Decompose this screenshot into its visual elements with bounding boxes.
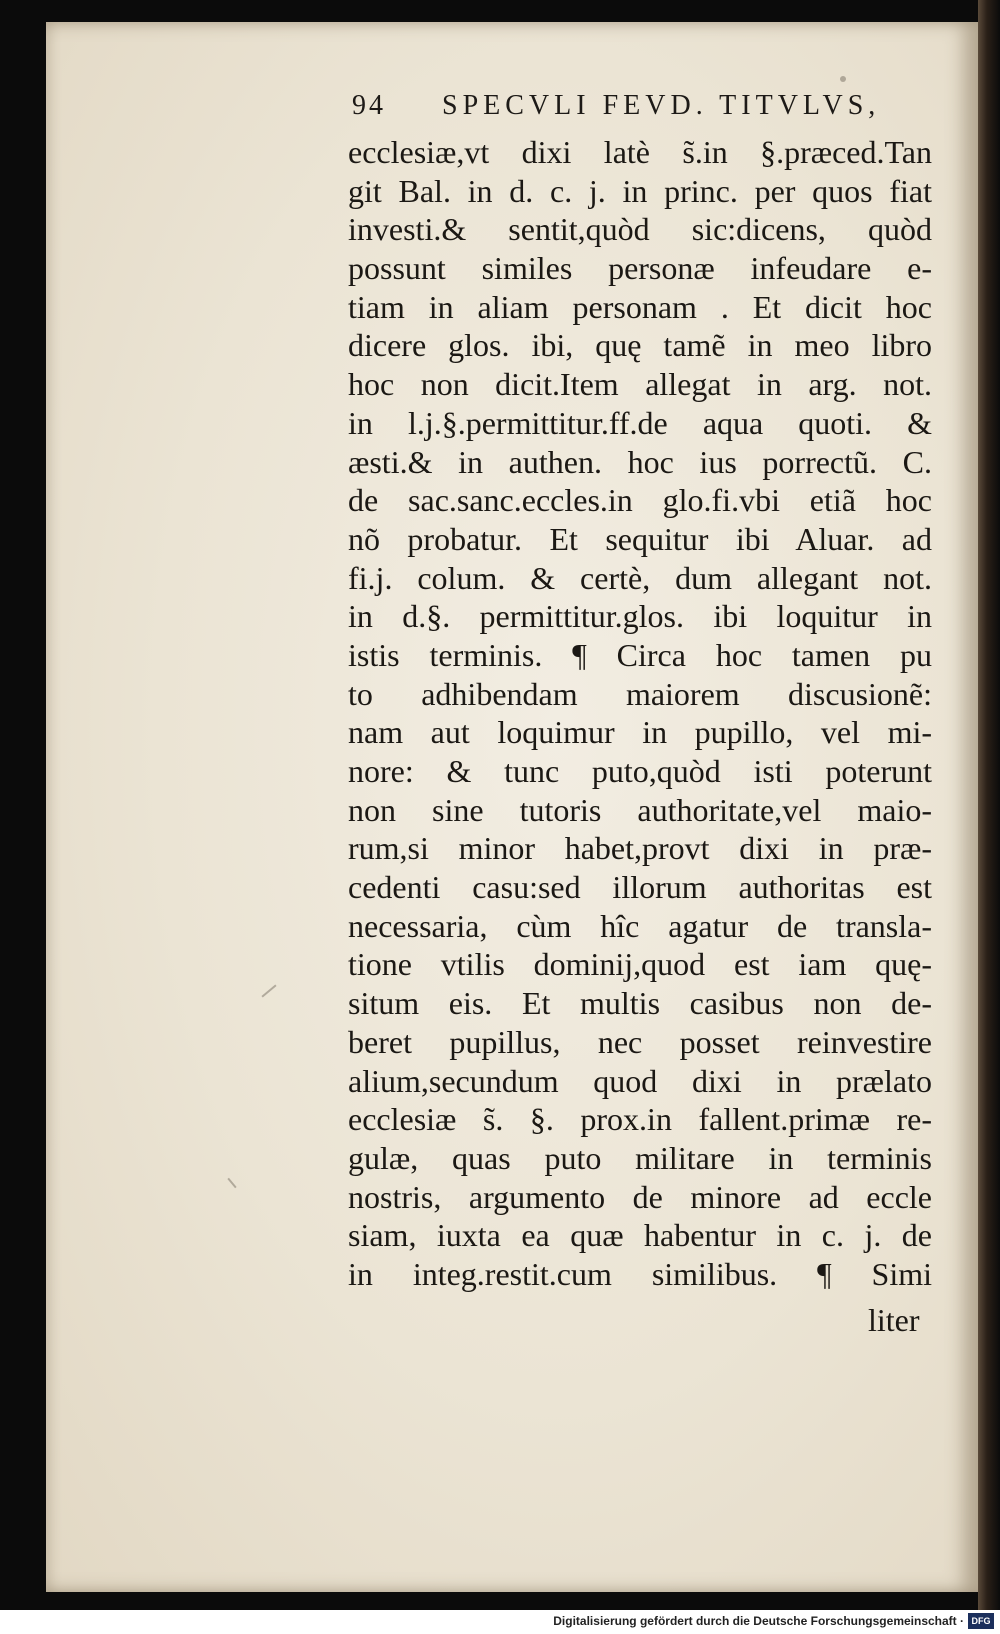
text-line: istis terminis. ¶ Circa hoc tamen pu bbox=[348, 636, 932, 673]
text-line: nostris, argumento de minore ad eccle bbox=[348, 1178, 932, 1215]
text-line: alium,secundum quod dixi in prælato bbox=[348, 1062, 932, 1099]
text-line: git Bal. in d. c. j. in princ. per quos fiat bbox=[348, 172, 932, 209]
body-text bbox=[348, 133, 932, 1294]
catchword: liter bbox=[868, 1302, 920, 1338]
funding-credit: Digitalisierung gefördert durch die Deutsche Forschungsgemeinschaft · bbox=[553, 1614, 964, 1628]
text-line: fi.j. colum. & certè, dum allegant not. bbox=[348, 559, 932, 596]
text-line: non sine tutoris authoritate,vel maio- bbox=[348, 791, 932, 828]
text-line: æsti.& in authen. hoc ius porrectũ. C. bbox=[348, 443, 932, 480]
text-line: tione vtilis dominij,quod est iam quę- bbox=[348, 946, 932, 983]
text-line: possunt similes personæ infeudare e- bbox=[348, 250, 932, 287]
text-line: gulæ, quas puto militare in terminis bbox=[348, 1139, 932, 1176]
text-line: in integ.restit.cum similibus. ¶ Simi bbox=[348, 1255, 932, 1292]
page-scratch bbox=[261, 984, 276, 997]
scan-border-top bbox=[0, 0, 1000, 22]
scan-border-left bbox=[0, 0, 46, 1610]
text-line: rum,si minor habet,provt dixi in præ- bbox=[348, 830, 932, 867]
text-line: siam, iuxta ea quæ habentur in c. j. de bbox=[348, 1217, 932, 1254]
text-line: nam aut loquimur in pupillo, vel mi- bbox=[348, 714, 932, 751]
text-line: tiam in aliam personam . Et dicit hoc bbox=[348, 288, 932, 325]
text-line: de sac.sanc.eccles.in glo.fi.vbi etiã hoc bbox=[348, 482, 932, 519]
book-spine-shadow bbox=[978, 0, 1000, 1610]
page-number: 94 bbox=[352, 90, 386, 121]
text-line: dicere glos. ibi, quę tamẽ in meo libro bbox=[348, 327, 932, 364]
text-line: in d.§. permittitur.glos. ibi loquitur in bbox=[348, 598, 932, 635]
text-line: situm eis. Et multis casibus non de- bbox=[348, 985, 932, 1022]
text-line: hoc non dicit.Item allegat in arg. not. bbox=[348, 366, 932, 403]
page-scratch bbox=[227, 1178, 236, 1188]
text-line: nõ probatur. Et sequitur ibi Aluar. ad bbox=[348, 520, 932, 557]
text-line: ecclesiæ s̃. §. prox.in fallent.primæ re- bbox=[348, 1101, 932, 1138]
scan-border-bottom bbox=[0, 1590, 1000, 1610]
page-header bbox=[352, 86, 912, 130]
text-line: to adhibendam maiorem discusionẽ: bbox=[348, 675, 932, 712]
text-line: nore: & tunc puto,quòd isti poterunt bbox=[348, 753, 932, 789]
text-line: investi.& sentit,quòd sic:dicens, quòd bbox=[348, 211, 932, 248]
dfg-logo-icon: DFG bbox=[968, 1613, 994, 1629]
text-line: ecclesiæ,vt dixi latè s̃.in §.præced.Tan bbox=[348, 134, 932, 170]
text-line: cedenti casu:sed illorum authoritas est bbox=[348, 869, 932, 906]
text-line: in l.j.§.permittitur.ff.de aqua quoti. & bbox=[348, 404, 932, 441]
running-head: SPECVLI FEVD. TITVLVS, bbox=[442, 90, 881, 121]
digitization-footer bbox=[0, 1610, 1000, 1634]
text-line: necessaria, cùm hîc agatur de transla- bbox=[348, 907, 932, 944]
text-line: beret pupillus, nec posset reinvestire bbox=[348, 1023, 932, 1060]
page-smudge bbox=[840, 76, 846, 82]
